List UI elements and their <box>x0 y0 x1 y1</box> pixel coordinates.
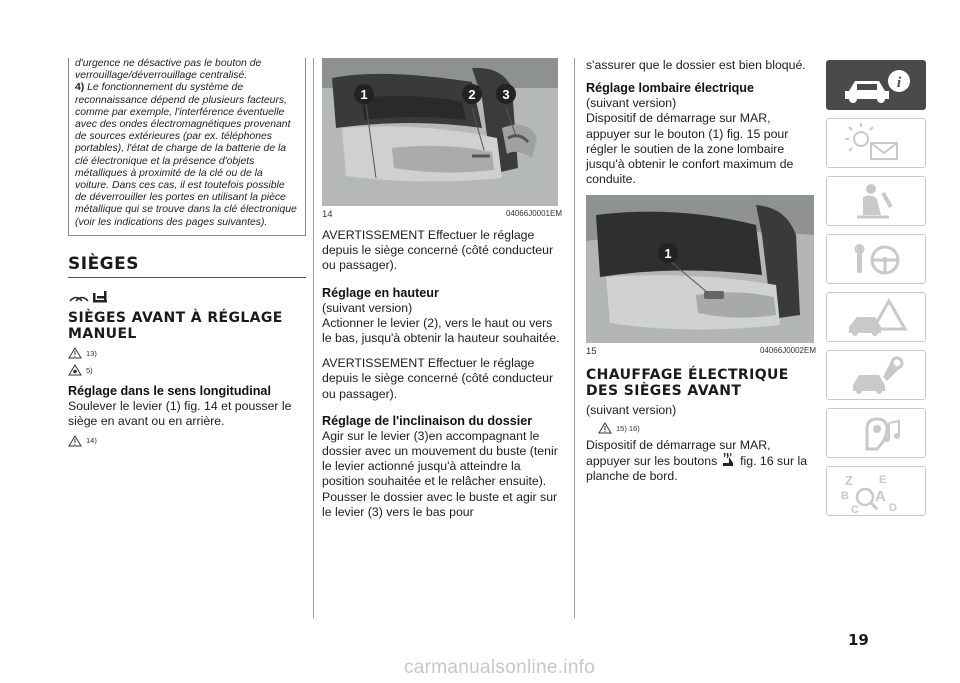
callout-1: 1 <box>664 246 672 262</box>
index-letter: E <box>879 474 887 486</box>
column-middle <box>322 58 562 520</box>
caution-hand-icon <box>68 364 82 376</box>
warning-ref-row <box>68 433 306 448</box>
airbag-icon <box>827 177 927 227</box>
svg-text:i: i <box>896 75 902 91</box>
index-letter: A <box>875 488 886 505</box>
tab-driving[interactable] <box>826 234 926 284</box>
warning-triangle-icon <box>68 347 82 359</box>
section-subtitle: SIÈGES AVANT À RÉGLAGE MANUEL <box>68 309 283 342</box>
section-subtitle-heating: CHAUFFAGE ÉLECTRIQUE DES SIÈGES AVANT <box>586 367 789 400</box>
index-letter: D <box>889 502 897 514</box>
figure-14-caption <box>322 209 562 220</box>
note-item <box>75 82 299 228</box>
warning-triangle-icon <box>598 422 612 434</box>
figure-number: 15 <box>586 346 597 358</box>
tab-safety[interactable] <box>826 176 926 226</box>
index-letters-icon <box>827 467 927 517</box>
callout-2: 2 <box>468 87 476 102</box>
page-number: 19 <box>848 631 869 649</box>
sun-mail-icon <box>827 119 927 169</box>
warning-text: AVERTISSEMENT Effectuer le réglage depuis le siège concerné (côté conducteur ou passager). <box>322 356 554 401</box>
heading-backrest: Réglage de l'inclinaison du dossier <box>322 413 533 428</box>
body-lumbar: Dispositif de démarrage sur MAR, appuyer sur le bouton (1) fig. 15 pour régler le soutien de la zone lombaire jusqu'à obtenir le confort maximum de conduite. <box>586 111 794 187</box>
figure-14 <box>322 58 558 206</box>
heading-lumbar: Réglage lombaire électrique <box>586 81 754 96</box>
note-item-number: 4) <box>75 82 85 94</box>
body-heating <box>586 438 816 485</box>
tab-car-info[interactable] <box>826 60 926 110</box>
warning-ref-row <box>598 421 816 436</box>
body-heating-part-a: Dispositif de démarrage sur MAR, appuyer sur les boutons <box>586 437 771 468</box>
column-left <box>68 58 306 450</box>
body-longitudinal: Soulever le levier (1) fig. 14 et pousser le siège en avant ou en arrière. <box>68 398 292 429</box>
tab-maintenance[interactable] <box>826 350 926 400</box>
callout-1: 1 <box>360 87 368 102</box>
column-divider <box>313 58 314 618</box>
music-nav-icon <box>827 409 927 459</box>
callout-3: 3 <box>502 87 510 102</box>
warning-triangle-icon <box>827 293 927 343</box>
seat-heater-icon <box>721 453 737 467</box>
seat-icon <box>68 290 306 304</box>
wrench-car-icon <box>827 351 927 401</box>
version-note: (suivant version) <box>586 96 677 111</box>
figure-15 <box>586 195 814 343</box>
warning-text: AVERTISSEMENT Effectuer le réglage depuis le siège concerné (côté conducteur ou passager). <box>322 228 554 273</box>
index-letter: C <box>851 504 859 516</box>
seat-photo-illustration <box>322 58 558 206</box>
caution-ref-row <box>68 363 306 378</box>
figure-code: 04066J0001EM <box>505 209 562 218</box>
tab-index[interactable] <box>826 466 926 516</box>
note-box <box>68 58 306 236</box>
index-letter: Z <box>845 473 853 488</box>
steering-wheel-icon <box>827 235 927 285</box>
warning-ref: 15) 16) <box>616 423 640 433</box>
car-info-icon <box>827 61 927 111</box>
figure-code: 04066J0002EM <box>759 346 816 356</box>
warning-ref-row <box>68 346 306 361</box>
body-height: Actionner le levier (2), vers le haut ou vers le bas, jusqu'à obtenir la hauteur souhaitée. <box>322 315 560 346</box>
body-continued: s'assurer que le dossier est bien bloqué. <box>586 58 806 72</box>
body-heating-part-b: fig. 16 sur la planche de bord. <box>586 453 808 484</box>
index-letter: B <box>841 490 849 502</box>
warning-triangle-icon <box>68 435 82 447</box>
body-backrest-1: Agir sur le levier (3)en accompagnant le dossier avec un mouvement du buste (tenir le levier actionné jusqu'à atteindre la position souhaitée et le relâcher ensuite). <box>322 428 558 489</box>
column-divider <box>574 58 575 618</box>
warning-ref: 14) <box>86 436 97 446</box>
note-line-pre: d'urgence ne désactive pas le bouton de verrouillage/déverrouillage centralisé. <box>75 58 262 82</box>
watermark-text: carmanualsonline.info <box>404 657 596 678</box>
warning-ref: 13) <box>86 348 97 358</box>
figure-number: 14 <box>322 209 333 220</box>
version-note: (suivant version) <box>322 300 413 315</box>
version-note: (suivant version) <box>586 403 677 418</box>
figure-15-caption <box>586 346 816 357</box>
heading-height: Réglage en hauteur <box>322 285 439 300</box>
body-backrest-2: Pousser le dossier avec le buste et agir sur le levier (3) vers le bas pour <box>322 489 558 519</box>
caution-ref: 5) <box>86 365 93 375</box>
tab-multimedia[interactable] <box>826 408 926 458</box>
section-title: SIÈGES <box>68 254 306 278</box>
note-item-text: Le fonctionnement du système de reconnaissance dépend de plusieurs facteurs, comme par exemple, l'interférence éventuelle avec des ondes électromagnétiques provenant de sources extérieures (par ex. téléphones portables), l'état de charge de la batterie de la clé électronique et la présence d'objets métalliques à proximité de la clé ou de la voiture. Dans ces cas, il est toutefois possible de déverrouiller les portes en utilisant la pièce métallique qui se trouve dans la clé électronique (voir les indications des pages suivantes). <box>75 82 297 228</box>
heading-longitudinal: Réglage dans le sens longitudinal <box>68 383 271 398</box>
column-right <box>586 58 816 484</box>
lumbar-seat-illustration <box>586 195 814 343</box>
tab-dashboard-messages[interactable] <box>826 118 926 168</box>
chapter-tabs <box>826 60 928 524</box>
tab-emergency[interactable] <box>826 292 926 342</box>
